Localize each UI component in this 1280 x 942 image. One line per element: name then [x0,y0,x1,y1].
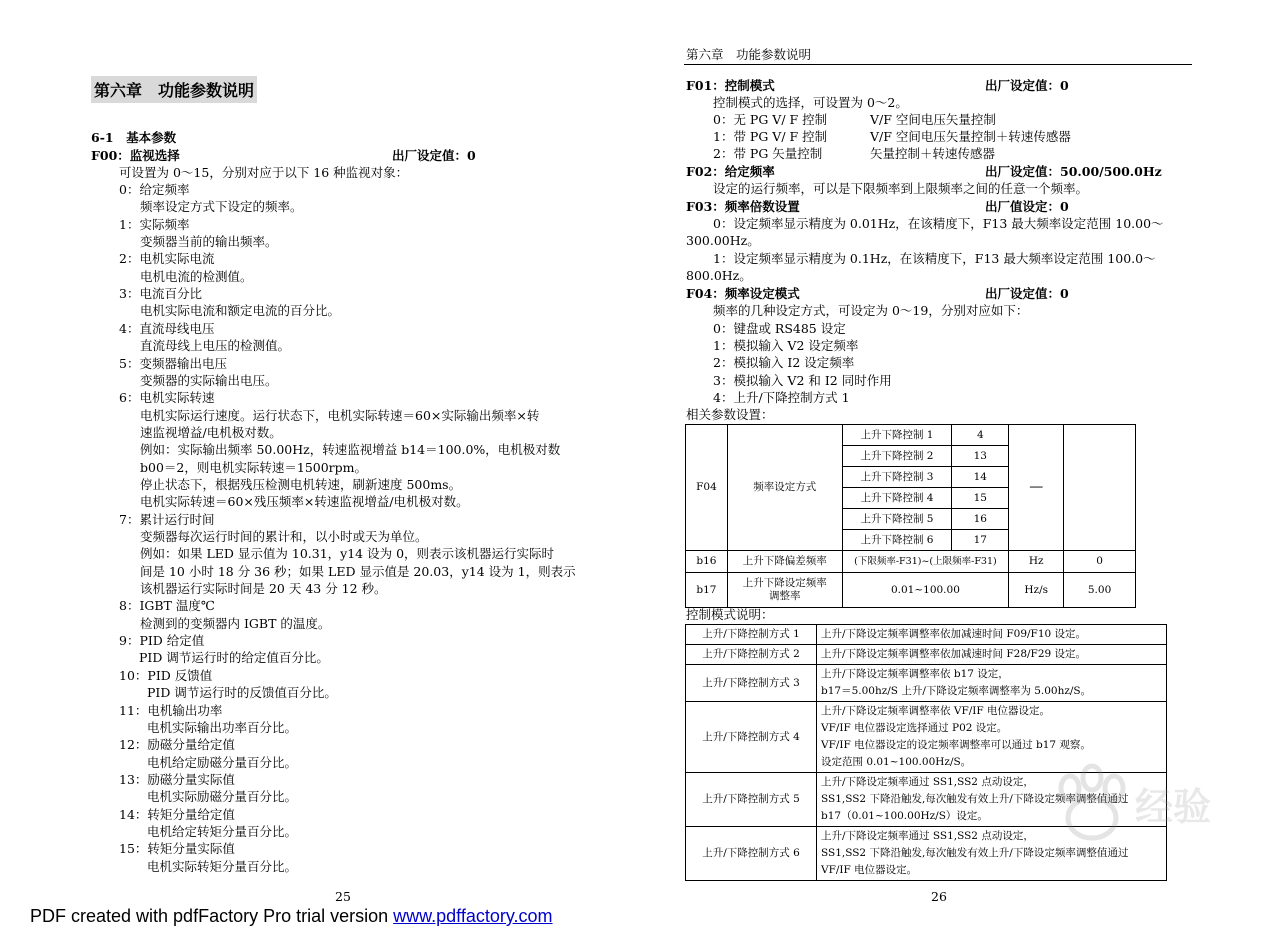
monitor-option-desc: 电机电流的检测值。 [140,268,253,284]
monitor-option-desc: 频率设定方式下设定的频率。 [140,199,303,215]
f01-default: 出厂设定值：0 [985,78,1069,93]
monitor-option-desc: 变频器的实际输出电压。 [140,372,278,388]
f01-heading [686,77,775,94]
f04-option: 4：上升/下降控制方式 1 [713,390,850,405]
f01-option-1-desc: V/F 空间电压矢量控制＋转速传感器 [870,129,1071,144]
control-mode-description [817,665,1167,702]
monitor-option-label: 6：电机实际转速 [119,390,215,406]
f04-option-label: 上升下降控制 1 [842,425,952,446]
f02-desc: 设定的运行频率，可以是下限频率到上限频率之间的任意一个频率。 [713,181,1089,196]
f01-title: ：控制模式 [712,78,775,93]
control-mode-description-line: VF/IF 电位器设定的设定频率调整率可以通过 b17 观察。 [821,739,1091,751]
monitor-option-label: 8：IGBT 温度℃ [119,598,215,614]
f03-option-1-cont: 800.0Hz。 [686,268,752,283]
control-mode-description [817,625,1167,645]
monitor-option-label: 5：变频器输出电压 [119,355,227,371]
f00-default: 出厂设定值：0 [392,148,476,163]
b17-default-cell: 5.00 [1064,573,1136,608]
f00-intro: 可设置为 0～15，分别对应于以下 16 种监视对象： [119,165,409,180]
f01-option-0-desc: V/F 空间电压矢量控制 [870,112,996,127]
f03-option-0-cont: 300.00Hz。 [686,233,760,248]
f03-option-0: 0：设定频率显示精度为 0.01Hz，在该精度下，F13 最大频率设定范围 10.00～ [713,216,1164,231]
control-mode-description-line: 上升/下降设定频率调整率依加减速时间 F09/F10 设定。 [821,628,1087,640]
f04-option: 2：模拟输入 I2 设定频率 [713,355,855,370]
b16-unit-cell: Hz [1009,551,1064,573]
control-mode-row [686,665,1167,702]
f00-heading [91,147,180,164]
control-mode-name: 上升/下降控制方式 3 [686,665,817,702]
monitor-option-desc: 该机器运行实际时间是 20 天 43 分 12 秒。 [140,581,387,597]
f03-default: 出厂值设定：0 [985,199,1069,214]
f01-option-0: 0：无 PG V/ F 控制 [713,112,828,127]
f04-option-value: 14 [952,467,1009,488]
f02-code: F02 [686,164,713,179]
monitor-option-desc: PID 调节运行时的反馈值百分比。 [147,685,337,701]
f03-code: F03 [686,199,713,214]
f03-option-1: 1：设定频率显示精度为 0.1Hz，在该精度下，F13 最大频率设定范围 100.0～ [713,251,1156,266]
f02-heading [686,163,775,180]
monitor-option-label: 7：累计运行时间 [119,511,215,527]
b17-unit-cell: Hz/s [1009,573,1064,608]
monitor-option-label: 4：直流母线电压 [119,320,215,336]
f01-option-2-desc: 矢量控制＋转速传感器 [870,146,996,161]
monitor-option-label: 15：转矩分量实际值 [119,841,235,857]
f04-option: 0：键盘或 RS485 设定 [713,321,846,336]
f04-option-value: 17 [952,530,1009,551]
f04-name-cell: 频率设定方式 [727,425,842,551]
f01-desc: 控制模式的选择，可设置为 0～2。 [713,95,908,110]
f04-option-label: 上升下降控制 3 [842,467,952,488]
control-mode-description [817,645,1167,665]
f03-title: ：频率倍数设置 [712,199,800,214]
monitor-option-desc: 速监视增益/电机极对数。 [140,424,282,440]
f04-title: ：频率设定模式 [712,286,800,301]
b16-name-cell: 上升下降偏差频率 [727,551,842,573]
f04-option: 1：模拟输入 V2 设定频率 [713,338,859,353]
monitor-option-desc: 例如：如果 LED 显示值为 10.31，y14 设为 0，则表示该机器运行实际时 [140,546,555,562]
parameter-table [685,424,1136,608]
f04-default-cell [1064,425,1136,551]
control-mode-description-line: b17（0.01~100.00Hz/S）设定。 [821,810,988,822]
control-mode-name: 上升/下降控制方式 1 [686,625,817,645]
pdffactory-link[interactable]: www.pdffactory.com [393,906,553,926]
monitor-option-desc: 电机实际转速＝60×残压频率×转速监视增益/电机极对数。 [140,494,469,510]
f04-option-label: 上升下降控制 2 [842,446,952,467]
f04-heading [686,285,800,302]
monitor-option-desc: b00＝2，则电机实际转速＝1500rpm。 [140,459,368,475]
page-number-right: 26 [931,889,947,904]
monitor-option-label: 13：励磁分量实际值 [119,771,235,787]
control-mode-description-line: 设定范围 0.01~100.00Hz/S。 [821,756,972,768]
f04-option-label: 上升下降控制 5 [842,509,952,530]
chapter-title: 第六章 功能参数说明 [91,76,257,103]
f04-code-cell: F04 [686,425,728,551]
monitor-option-desc: 电机实际励磁分量百分比。 [147,789,298,805]
f04-unit-cell: — [1009,425,1064,551]
monitor-option-label: 0：给定频率 [119,182,190,197]
control-mode-name: 上升/下降控制方式 5 [686,773,817,827]
control-mode-description-line: 上升/下降设定频率调整率依 VF/IF 电位器设定。 [821,705,1051,717]
monitor-option-label: 14：转矩分量给定值 [119,806,235,822]
control-mode-name: 上升/下降控制方式 2 [686,645,817,665]
b17-code-cell: b17 [686,573,728,608]
monitor-option-desc: 间是 10 小时 18 分 36 秒；如果 LED 显示值是 20.03，y14 设为 1，则表示 [140,563,576,579]
f01-code: F01 [686,78,713,93]
monitor-option-desc: PID 调节运行时的给定值百分比。 [139,650,329,666]
f02-default: 出厂设定值：50.00/500.0Hz [985,164,1162,179]
control-mode-description-line: VF/IF 电位器设定选择通过 P02 设定。 [821,722,1008,734]
monitor-option-desc: 电机实际电流和额定电流的百分比。 [140,303,341,319]
monitor-option-label: 9：PID 给定值 [119,633,205,649]
control-mode-name: 上升/下降控制方式 4 [686,702,817,773]
monitor-option-label: 2：电机实际电流 [119,251,215,267]
svg-text:经验: 经验 [1135,785,1212,829]
control-mode-description-line: b17＝5.00hz/S 上升/下降设定频率调整率为 5.00hz/S。 [821,685,1092,697]
monitor-option-label: 10：PID 反馈值 [119,667,213,683]
monitor-option-desc: 检测到的变频器内 IGBT 的温度。 [140,615,331,631]
monitor-option-desc: 直流母线上电压的检测值。 [140,338,291,354]
b16-code-cell: b16 [686,551,728,573]
baidu-jingyan-watermark-icon [1040,760,1250,890]
monitor-option-desc: 电机给定转矩分量百分比。 [147,823,298,839]
f04-option-value: 15 [952,488,1009,509]
b17-name-cell: 上升下降设定频率调整率 [727,573,842,608]
related-params-label: 相关参数设置： [686,407,774,422]
control-mode-description-line: 上升/下降设定频率通过 SS1,SS2 点动设定， [821,776,1034,788]
f04-option-label: 上升下降控制 4 [842,488,952,509]
monitor-option-desc: 电机给定励磁分量百分比。 [147,754,298,770]
f04-option-value: 4 [952,425,1009,446]
monitor-option-label: 12：励磁分量给定值 [119,737,235,753]
f04-option-value: 13 [952,446,1009,467]
control-mode-name: 上升/下降控制方式 6 [686,827,817,881]
section-heading: 6-1 基本参数 [91,130,177,145]
running-header: 第六章 功能参数说明 [686,47,812,62]
f01-option-1: 1：带 PG V/ F 控制 [713,129,828,144]
header-rule [684,64,1192,65]
monitor-option-desc: 变频器当前的输出频率。 [140,234,278,250]
monitor-option-desc: 电机实际转矩分量百分比。 [147,858,298,874]
monitor-option-label: 1：实际频率 [119,216,190,232]
f03-heading [686,198,800,215]
f04-code: F04 [686,286,713,301]
b16-default-cell: 0 [1064,551,1136,573]
monitor-option-desc: 停止状态下，根据残压检测电机转速，刷新速度 500ms。 [140,476,462,492]
monitor-option-desc: 变频器每次运行时间的累计和，以小时或天为单位。 [140,529,428,544]
monitor-option-desc: 电机实际运行速度。运行状态下，电机实际转速＝60×实际输出频率×转 [140,407,540,423]
control-mode-description-line: 上升/下降设定频率调整率依加减速时间 F28/F29 设定。 [821,648,1087,660]
control-mode-description-line: SS1,SS2 下降沿触发,每次触发有效上升/下降设定频率调整值通过 [821,793,1129,805]
pdf-footer [30,906,553,927]
monitor-option-desc: 电机实际输出功率百分比。 [147,719,298,735]
b17-range-cell: 0.01~100.00 [842,573,1009,608]
f00-code: F00 [91,148,118,163]
monitor-option-desc: 例如：实际输出频率 50.00Hz，转速监视增益 b14＝100.0%，电机极对数 [140,442,561,458]
control-mode-label: 控制模式说明： [686,607,774,622]
f01-option-2: 2：带 PG 矢量控制 [713,146,823,161]
control-mode-row [686,645,1167,665]
f04-option-value: 16 [952,509,1009,530]
footer-text: PDF created with pdfFactory Pro trial version [30,906,394,926]
monitor-option-label: 11：电机输出功率 [119,702,223,718]
f04-desc: 频率的几种设定方式，可设定为 0～19，分别对应如下： [713,303,1029,318]
f04-option-label: 上升下降控制 6 [842,530,952,551]
control-mode-description-line: SS1,SS2 下降沿触发,每次触发有效上升/下降设定频率调整值通过 [821,847,1129,859]
page-number-left: 25 [335,889,351,904]
b16-range-cell: (下限频率-F31)~(上限频率-F31) [842,551,1009,573]
f02-title: ：给定频率 [712,164,775,179]
f04-option: 3：模拟输入 V2 和 I2 同时作用 [713,373,892,388]
control-mode-description-line: VF/IF 电位器设定。 [821,864,918,876]
control-mode-description-line: 上升/下降设定频率调整率依 b17 设定， [821,668,1009,680]
f00-title: ：监视选择 [117,148,180,163]
control-mode-row [686,625,1167,645]
f04-default: 出厂设定值：0 [985,286,1069,301]
control-mode-description-line: 上升/下降设定频率通过 SS1,SS2 点动设定， [821,830,1034,842]
monitor-option-label: 3：电流百分比 [119,286,202,302]
